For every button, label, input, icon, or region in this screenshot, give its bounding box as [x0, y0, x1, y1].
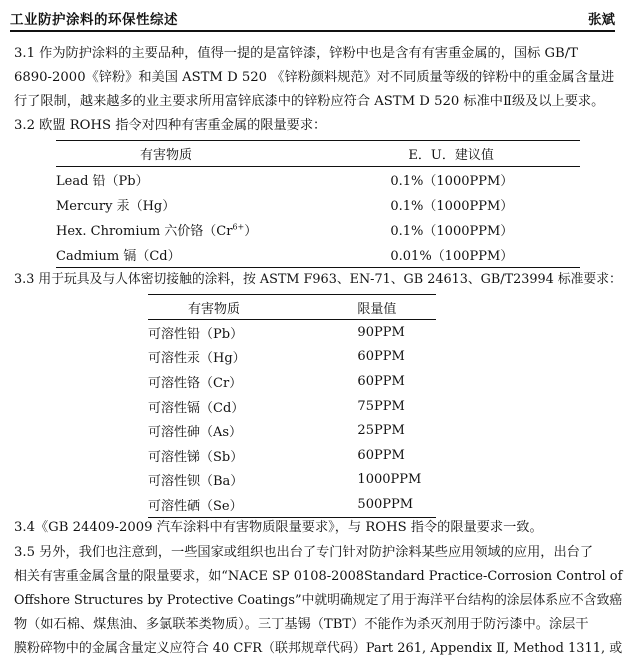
substance-cell: 可溶性镉（Cd） [148, 400, 245, 416]
table-row [148, 443, 436, 468]
substance-cell: 可溶性铬（Cr） [148, 375, 243, 391]
table-row [148, 468, 436, 493]
text-line: 3.3 用于玩具及与人体密切接触的涂料，按 ASTM F963、EN-71、GB 24613、GB/T23994 标准要求： [14, 272, 622, 287]
column-header: 有害物质 [56, 141, 390, 167]
section-3-5 [14, 541, 622, 661]
substance-cell: 可溶性砷（As） [148, 425, 243, 441]
substance-text: Hex. Chromium 六价铬（Cr [56, 224, 233, 239]
text-line: 3.1 作为防护涂料的主要品种，值得一提的是富锌漆，锌粉中也是含有有害重金属的，国标 GB/T [14, 46, 578, 61]
substance-cell: 可溶性铅（Pb） [148, 326, 244, 342]
value-cell: 25PPM [357, 423, 405, 439]
column-header: 限量值 [357, 295, 436, 320]
text-line: 膜粉碎物中的金属含量定义应符合 40 CFR（联邦规章代码）Part 261, Appendix Ⅱ, Method 1311, 或 [14, 641, 623, 656]
text-line: 行了限制，越来越多的业主要求所用富锌底漆中的锌粉应符合 ASTM D 520 标准中Ⅱ级及以上要求。 [14, 94, 605, 109]
substance-cell: 可溶性汞（Hg） [148, 351, 246, 367]
table-row [56, 217, 580, 242]
table-row [56, 242, 580, 268]
substance-tail: ） [244, 224, 258, 239]
section-3-3 [14, 268, 622, 292]
value-cell: 60PPM [357, 373, 405, 389]
substance-cell: Cadmium 镉（Cd） [56, 242, 390, 268]
text-line: 物（如石棉、煤焦油、多氯联苯类物质）。三丁基锡（TBT）不能作为杀灭剂用于防污漆中。涂层干 [14, 617, 589, 632]
table-row [56, 167, 580, 193]
substance-cell: 可溶性硒（Se） [148, 492, 357, 517]
substance-cell: 可溶性锑（Sb） [148, 449, 244, 465]
substance-cell: Mercury 汞（Hg） [56, 199, 176, 214]
text-line: Offshore Structures by Protective Coatings”中就明确规定了用于海洋平台结构的涂层体系应不含致癌 [14, 593, 623, 608]
text-line: 3.4《GB 24409-2009 汽车涂料中有害物质限量要求》，与 ROHS 指令的限量要求一致。 [14, 520, 543, 535]
table-row [148, 345, 436, 370]
value-cell: 500PPM [357, 492, 436, 517]
text-line: 相关有害重金属含量的限量要求，如“NACE SP 0108-2008Standard Practice-Corrosion Control of [14, 569, 623, 584]
value-cell: 0.1%（1000PPM） [390, 199, 514, 214]
column-header: E．U．建议值 [390, 141, 580, 167]
section-3-1 [14, 42, 622, 114]
rohs-limits-table [56, 140, 580, 268]
value-cell: 60PPM [357, 447, 405, 463]
header-title: 工业防护涂料的环保性综述 [10, 12, 178, 28]
value-cell: 0.1%（1000PPM） [390, 224, 514, 239]
substance-cell: Lead 铅（Pb） [56, 174, 149, 189]
table-row [148, 418, 436, 443]
value-cell: 0.01%（100PPM） [390, 242, 580, 268]
table-row [148, 320, 436, 345]
superscript: 6+ [232, 222, 245, 232]
text-line: 6890-2000《锌粉》和美国 ASTM D 520 《锌粉颜料规范》对不同质量等级的锌粉中的重金属含量进 [14, 70, 615, 85]
value-cell: 0.1%（1000PPM） [390, 174, 514, 189]
substance-cell [56, 217, 390, 242]
table-header-row [56, 141, 580, 167]
section-3-4 [14, 516, 622, 540]
text-line: 3.5 另外，我们也注意到，一些国家或组织也出台了专门针对防护涂料某些应用领域的应用，出台了 [14, 545, 594, 560]
header-author: 张斌 [588, 12, 615, 28]
substance-cell: 可溶性钡（Ba） [148, 474, 244, 490]
value-cell: 90PPM [357, 324, 405, 340]
value-cell: 60PPM [357, 349, 405, 365]
text-line: 3.2 欧盟 ROHS 指令对四种有害重金属的限量要求： [14, 118, 327, 133]
value-cell: 1000PPM [357, 472, 422, 488]
table-row [56, 192, 580, 217]
column-header: 有害物质 [148, 295, 357, 320]
table-row [148, 369, 436, 394]
table-row [148, 492, 436, 517]
running-header [10, 6, 615, 32]
section-3-2 [14, 114, 622, 138]
toy-coating-limits-table [148, 294, 436, 518]
value-cell: 75PPM [357, 398, 405, 414]
table-row [148, 394, 436, 419]
table-header-row [148, 295, 436, 320]
